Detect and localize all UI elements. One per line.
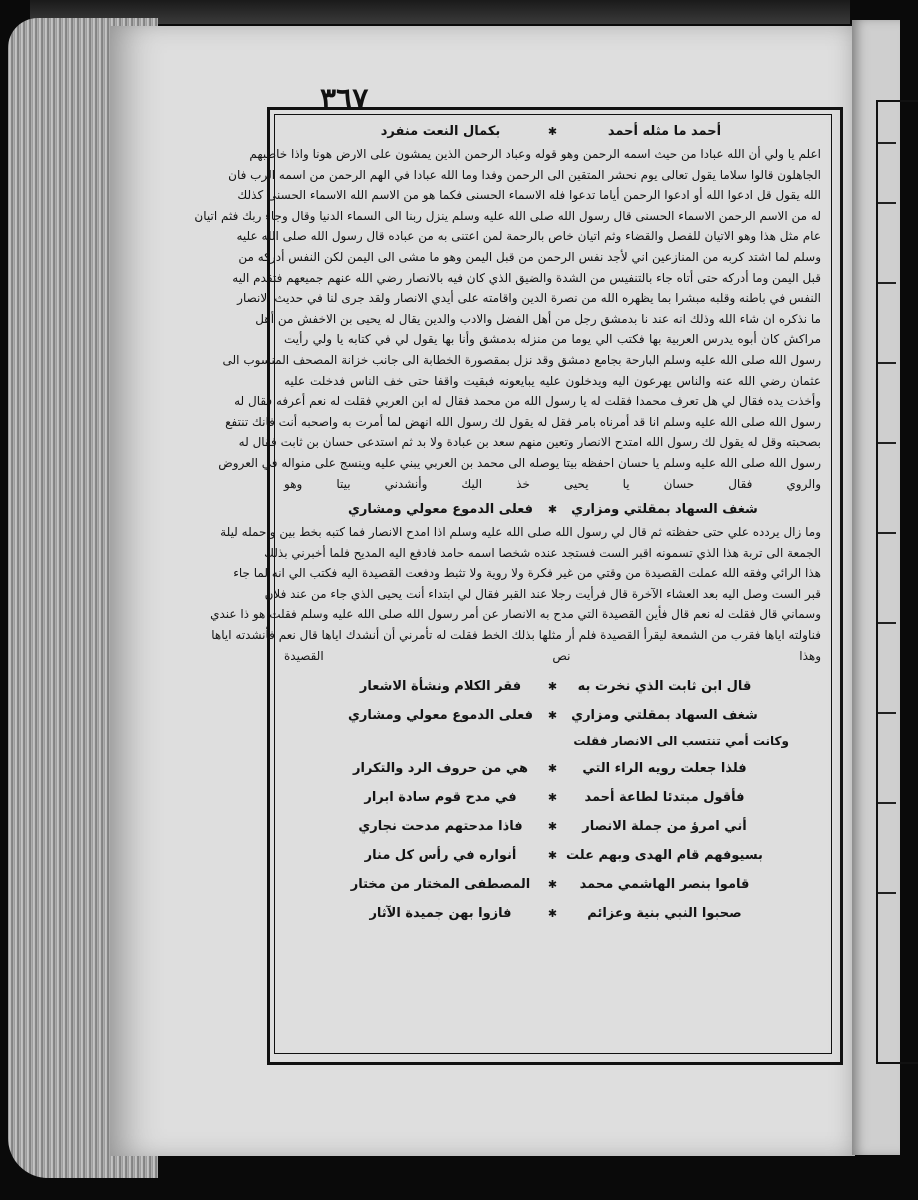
verse-first-hemistich: صحبوا النبي بنية وعزائم xyxy=(587,906,742,922)
adjacent-page-edge xyxy=(852,20,900,1155)
verse-second-hemistich: أنواره في رأس كل منار xyxy=(364,848,517,864)
star-divider-icon: ✱ xyxy=(547,762,558,776)
adjacent-text-fragment xyxy=(878,362,896,364)
poem-verse xyxy=(280,783,825,812)
text-line: قبر الست وصل اليه بعد العشاء الآخرة قال فرأيت رجلا عند القبر فقال لي ابتداء أنت يحيى الذي جاء من عند فلان xyxy=(264,586,821,601)
text-line: وسلم لما اشتد كربه من المنازعين اني لأجد نفس الرحمن من قبل اليمن وهو ما مشى الى اليمن لكن النفس أدركه من xyxy=(238,249,821,264)
verse-first-hemistich: قاموا بنصر الهاشمي محمد xyxy=(579,877,750,893)
poem-verse xyxy=(280,701,825,730)
adjacent-text-fragment xyxy=(878,892,896,894)
header-verse-first: أحمد ما مثله أحمد xyxy=(607,124,722,139)
text-line: الجمعة الى تربة هذا الذي تسمونه اقبر الست فستجد عنده شخصا اسمه حامد فادفع اليه المديح فلما أخبرني بذلك xyxy=(264,545,821,560)
text-line: عثمان رضي الله عنه والناس يهرعون اليه ويدخلون عليه يبايعونه فبقيت واقفا حتى خف الناس فدخلت عليه xyxy=(284,373,821,388)
verse-first-hemistich: فأقول مبتدئا لطاعة أحمد xyxy=(584,790,745,806)
star-divider-icon: ✱ xyxy=(547,709,558,723)
text-line: اعلم يا ولي أن الله عبادا من حيث اسمه الرحمن وهو قوله وعباد الرحمن الذين يمشون على الارض هونا واذا خاطبهم xyxy=(249,147,821,161)
adjacent-text-fragment xyxy=(878,142,896,144)
text-line: مراكش كان أبوه يدرس العربية بها فكتب الي يوما من منزله بدمشق وأنا بها يقول لي في كتابه يا ولي رأيت xyxy=(284,332,821,347)
header-verse xyxy=(280,120,825,144)
text-line: رسول الله صلى الله عليه وسلم يا حسان احفظه بيتا يوصله الى محمد بن العربي يبني عليه وينسج على منواله في العروض xyxy=(218,455,821,470)
poem-verse xyxy=(280,899,825,928)
star-divider-icon: ✱ xyxy=(547,878,558,892)
poem-verse xyxy=(280,841,825,870)
verse-second-hemistich: هي من حروف الرد والتكرار xyxy=(352,761,529,777)
header-verse-second: بكمال النعت منفرد xyxy=(380,124,501,139)
verse-first-hemistich: شغف السهاد بمقلتي ومزاري xyxy=(571,708,758,724)
page-number: ٣٦٧ xyxy=(320,82,369,117)
text-line: النفس في باطنه وقلبه مبشرا بما يظهره الله من نصرة الدين واقامته على أيدي الانصار ولقد جرى لنا في حديث الانصار xyxy=(237,291,821,306)
text-line: ما نذكره ان شاء الله وذلك انه عند نا بدمشق رجل من أهل الفضل والادب والدين يقال له يحيى بن الاخفش من أهل xyxy=(255,311,821,326)
text-line: قبل اليمن وما أدركه حتى أتاه جاء بالتنفيس من الشدة والضيق الذي كان فيه بالانصار رضي الله عنهم جميعهم فتقدم اليه xyxy=(232,270,821,285)
star-divider-icon: ✱ xyxy=(547,849,558,863)
text-line: رسول الله صلى الله عليه وسلم انا قد أمرناه بامر فقل له يقول لك رسول الله انهض لما أمرت به واصحبه أنت فانك تنتفع xyxy=(225,414,821,429)
star-divider-icon: ✱ xyxy=(547,125,558,138)
verse-second-hemistich: فعلى الدموع معولي ومشاري xyxy=(347,708,534,724)
verse-first-hemistich: فلذا جعلت رويه الراء التي xyxy=(582,761,747,777)
verse-second-hemistich: في مدح قوم سادة ابرار xyxy=(364,790,517,806)
verse-first-hemistich: بسيوفهم قام الهدى وبهم علت xyxy=(566,848,763,864)
text-line: الجاهلون قالوا سلاما يقول تعالى يوم نحشر المتقين الى الرحمن وفدا وما الله عبادا في الهم الرحمن من اسمه الرب فان xyxy=(228,167,821,182)
page-text-block xyxy=(194,120,825,1046)
poem-verse xyxy=(280,672,825,701)
star-divider-icon: ✱ xyxy=(547,680,558,694)
adjacent-text-fragment xyxy=(878,802,896,804)
text-line: بصحبته وقل له يقول لك رسول الله امتدح الانصار وتعين منهم سعد بن عبادة ولا بد ثم استدعى حسان بن ثابت فقال له xyxy=(238,435,821,450)
text-line: وأخذت يده فقال لي هل تعرف محمدا فقلت له يا رسول الله من محمد فقال له ابن العربي فقلت له نعم أعرفه فقال له xyxy=(234,394,821,409)
poem xyxy=(280,754,825,928)
adjacent-text-fragment xyxy=(878,282,896,284)
poem-verse xyxy=(280,812,825,841)
star-divider-icon: ✱ xyxy=(547,502,558,516)
poem-verse xyxy=(280,754,825,783)
quoted-verse-second: فعلى الدموع معولي ومشاري xyxy=(347,501,534,517)
text-line: وما زال يردده علي حتى حفظته ثم قال لي رسول الله صلى الله عليه وسلم اذا امدح الانصار فما كتبه بخط بين واحمله ليلة xyxy=(220,525,821,540)
adjacent-text-fragment xyxy=(878,712,896,714)
text-line: الله يقول قل ادعوا الله أو ادعوا الرحمن أياما تدعوا فله الاسماء الحسنى فكما هو من الاسم الله الاسماء الحسنى كذلك xyxy=(237,188,821,203)
text-line: له من الاسم الرحمن الاسماء الحسنى قال رسول الله صلى الله عليه وسلم ينزل ربنا الى السماء الدنيا وقال وجاء ربك فثم اتيان xyxy=(194,208,821,223)
text-line: فناولته اياها فقرب من الشمعة ليقرأ القصيدة فلم أر مثلها بذلك الخط فقلت له تأمرني أن أنشدك اياها قال نعم فأنشدته اياها xyxy=(211,628,821,643)
star-divider-icon: ✱ xyxy=(547,820,558,834)
verse-first-hemistich: قال ابن ثابت الذي نخرت به xyxy=(577,679,752,695)
quoted-verse-first: شغف السهاد بمقلتي ومزاري xyxy=(571,501,758,517)
poem-intro-line: وكانت أمي تنتسب الى الانصار فقلت xyxy=(573,734,789,749)
verse-second-hemistich: فاذا مدحتهم مدحت نجاري xyxy=(358,819,523,835)
text-line: وسماني قال فقلت له نعم قال فأين القصيدة التي مدح به الانصار عن أمر رسول الله صلى الله عليه وسلم فقلت هو ذا عندي xyxy=(210,607,821,622)
text-line: رسول الله صلى الله عليه وسلم البارحة بجامع دمشق وقد نزل بمقصورة الخطابة الى جانب خزانة المصحف المنسوب الى xyxy=(222,352,821,367)
prose-paragraph-1 xyxy=(194,144,825,494)
verse-first-hemistich: أني امرؤ من جملة الانصار xyxy=(582,819,747,835)
adjacent-text-fragment xyxy=(878,622,896,624)
text-line: وهذا نص القصيدة xyxy=(284,648,821,663)
poem-verse xyxy=(280,870,825,899)
adjacent-text-fragment xyxy=(878,442,896,444)
verse-second-hemistich: المصطفى المختار من مختار xyxy=(350,877,531,893)
prose-paragraph-2 xyxy=(210,522,825,666)
text-line: والروي فقال حسان يا يحيى خذ اليك وأنشدني بيتا وهو xyxy=(284,476,821,491)
star-divider-icon: ✱ xyxy=(547,907,558,921)
adjacent-text-fragment xyxy=(878,202,896,204)
text-line: عام مثل هذا وهو الاتيان للفصل والقضاء وثم اتيان خاص بالرحمة لمن اعتنى به من عباده قال رسول الله صلى الله عليه xyxy=(236,229,821,244)
quoted-verse xyxy=(280,496,825,522)
star-divider-icon: ✱ xyxy=(547,791,558,805)
adjacent-page-frame xyxy=(876,100,918,1064)
adjacent-text-fragment xyxy=(878,532,896,534)
text-line: هذا الرائي وفقه الله عملت القصيدة من وقتي من غير فكرة ولا روية ولا تثبط ودفعت القصيدة اليه فكتب الي انه لما جاء xyxy=(233,566,821,581)
verse-second-hemistich: فازوا بهن جميدة الآثار xyxy=(369,906,512,922)
verse-second-hemistich: فقر الكلام ونشأة الاشعار xyxy=(359,679,522,695)
poem-intro-verses xyxy=(280,672,825,730)
